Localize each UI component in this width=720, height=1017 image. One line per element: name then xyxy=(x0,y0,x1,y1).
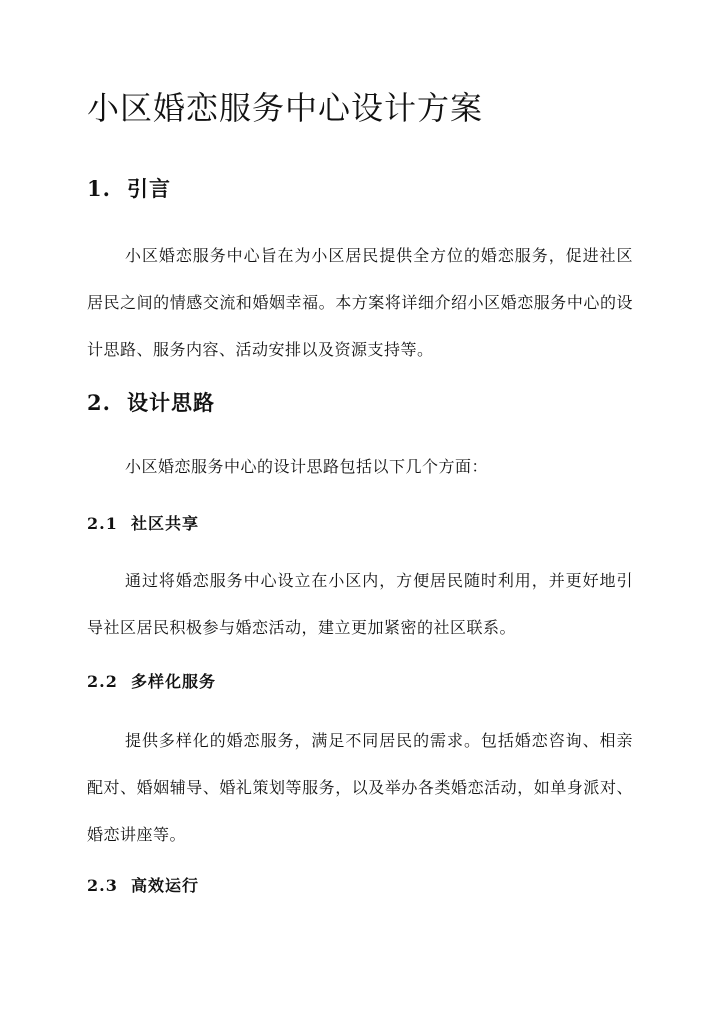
section-paragraph-intro: 小区婚恋服务中心旨在为小区居民提供全方位的婚恋服务，促进社区居民之间的情感交流和婚姻幸福。本方案将详细介绍小区婚恋服务中心的设计思路、服务内容、活动安排以及资源支持等。 xyxy=(87,246,633,359)
section-title: 引言 xyxy=(127,176,171,201)
subsection-number: 2.3 xyxy=(87,876,118,895)
section-number: 2. xyxy=(87,390,111,415)
subsection-heading-operation xyxy=(87,874,199,898)
subsection-title: 社区共享 xyxy=(131,514,200,533)
subsection-number: 2.1 xyxy=(87,514,118,533)
subsection-paragraph-services: 提供多样化的婚恋服务，满足不同居民的需求。包括婚恋咨询、相亲配对、婚姻辅导、婚礼策划等服务，以及举办各类婚恋活动，如单身派对、婚恋讲座等。 xyxy=(87,731,633,844)
subsection-number: 2.2 xyxy=(87,672,118,691)
section-heading-intro xyxy=(87,174,171,204)
subsection-paragraph-community: 通过将婚恋服务中心设立在小区内，方便居民随时利用，并更好地引导社区居民积极参与婚恋活动，建立更加紧密的社区联系。 xyxy=(87,571,633,637)
subsection-heading-services xyxy=(87,670,216,694)
subsection-title: 高效运行 xyxy=(131,876,200,895)
section-heading-design xyxy=(87,388,215,418)
subsection-heading-community xyxy=(87,512,199,536)
document-title: 小区婚恋服务中心设计方案 xyxy=(87,89,484,127)
section-title: 设计思路 xyxy=(127,390,215,415)
section-number: 1. xyxy=(87,176,111,201)
subsection-title: 多样化服务 xyxy=(131,672,217,691)
section-paragraph-design: 小区婚恋服务中心的设计思路包括以下几个方面： xyxy=(125,457,489,476)
